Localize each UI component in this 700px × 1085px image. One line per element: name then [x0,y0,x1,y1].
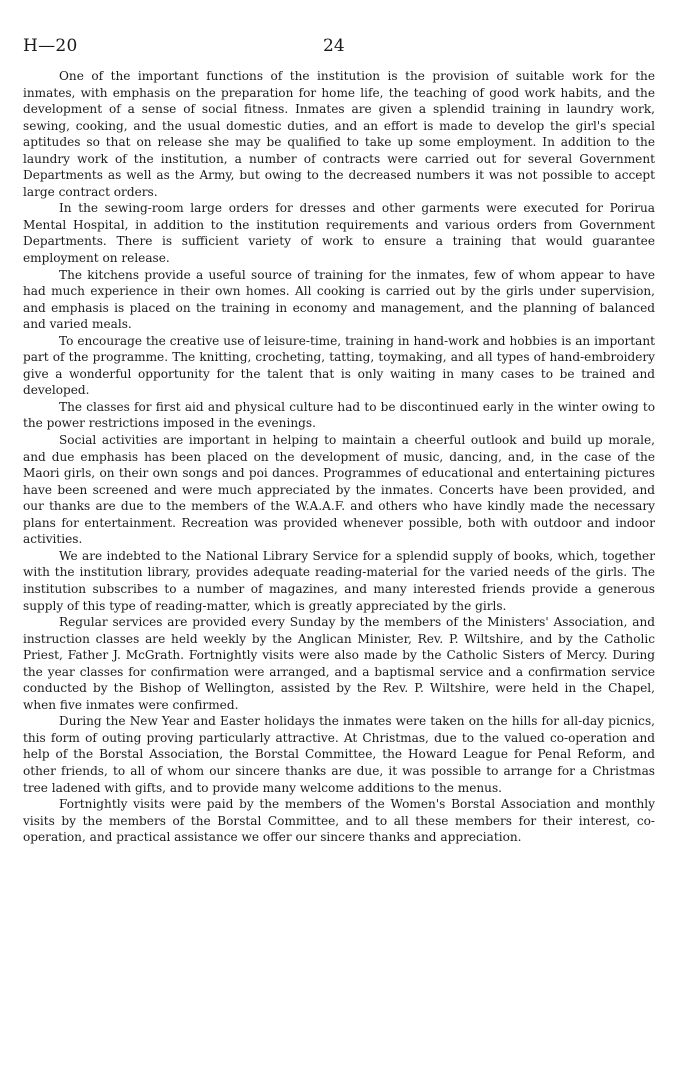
paragraph-kitchens: The kitchens provide a useful source of training for the inmates, few of whom appear to have had much experience in their own homes. All cooking is carried out by the girls under supervision, and emphasis is placed on the training in economy and management, and the planning of balanced and varied meals. [23,267,655,332]
paragraph-sewing-room: In the sewing-room large orders for dresses and other garments were executed for Porirua Mental Hospital, in addition to the institution requirements and various orders from Government Departments. There is sufficient variety of work to ensure a training that would guarantee employment on release. [23,201,655,266]
paragraph-work-training: One of the important functions of the institution is the provision of suitable work for the inmates, with emphasis on the preparation for home life, the teaching of good work habits, and the development of a sense of social fitness. Inmates are given a splendid training in laundry work, sewing, cooking, and the usual domestic duties, and an effort is made to develop the girl's special aptitudes so that on release she may be qualified to take up some employment. In addition to the laundry work of the institution, a number of contracts were carried out for several Government Departments as well as the Army, but owing to the decreased numbers it was not possible to accept large contract orders. [23,69,655,199]
paragraph-social-activities: Social activities are important in helping to maintain a cheerful outlook and build up morale, and due emphasis has been placed on the development of music, dancing, and, in the case of the Maori girls, on their own songs and poi dances. Programmes of educational and entertaining pictures have been screened and were much appreciated by the inmates. Concerts have been provided, and our thanks are due to the members of the W.A.A.F. and others who have kindly made the necessary plans for entertainment. Recreation was provided whenever possible, both with outdoor and indoor activities. [23,433,655,547]
paragraph-leisure-hobbies: To encourage the creative use of leisure-time, training in hand-work and hobbies is an important part of the programme. The knitting, crocheting, tatting, toymaking, and all types of hand-embroidery give a wonderful opportunity for the talent that is only waiting in many cases to be trained and developed. [23,333,655,398]
document-page [23,36,655,846]
paragraph-library-service: We are indebted to the National Library Service for a splendid supply of books, which, together with the institution library, provides adequate reading-material for the varied needs of the girls. The institution subscribes to a number of magazines, and many interested friends provide a generous supply of this type of reading-matter, which is greatly appreciated by the girls. [23,548,655,613]
document-reference: H—20 [23,36,78,56]
paragraph-religious-services: Regular services are provided every Sunday by the members of the Ministers' Association, and instruction classes are held weekly by the Anglican Minister, Rev. P. Wiltshire, and by the Catholic Priest, Father J. McGrath. Fortnightly visits were also made by the Catholic Sisters of Mercy. During the year classes for confirmation were arranged, and a baptismal service and a confirmation service conducted by the Bishop of Wellington, assisted by the Rev. P. Wiltshire, were held in the Chapel, when five inmates were confirmed. [23,615,655,712]
paragraph-visits-thanks: Fortnightly visits were paid by the members of the Women's Borstal Association and monthly visits by the members of the Borstal Committee, and to all these members for their interest, co-operation, and practical assistance we offer our sincere thanks and appreciation. [23,797,655,845]
body-text [23,68,655,846]
paragraph-holidays: During the New Year and Easter holidays the inmates were taken on the hills for all-day picnics, this form of outing proving particularly attractive. At Christmas, due to the valued co-operation and help of the Borstal Association, the Borstal Committee, the Howard League for Penal Reform, and other friends, to all of whom our sincere thanks are due, it was possible to arrange for a Christmas tree ladened with gifts, and to provide many welcome additions to the menus. [23,714,655,795]
paragraph-first-aid-classes: The classes for first aid and physical culture had to be discontinued early in the winter owing to the power restrictions imposed in the evenings. [23,399,655,431]
page-header [23,36,655,58]
page-number: 24 [323,36,345,56]
